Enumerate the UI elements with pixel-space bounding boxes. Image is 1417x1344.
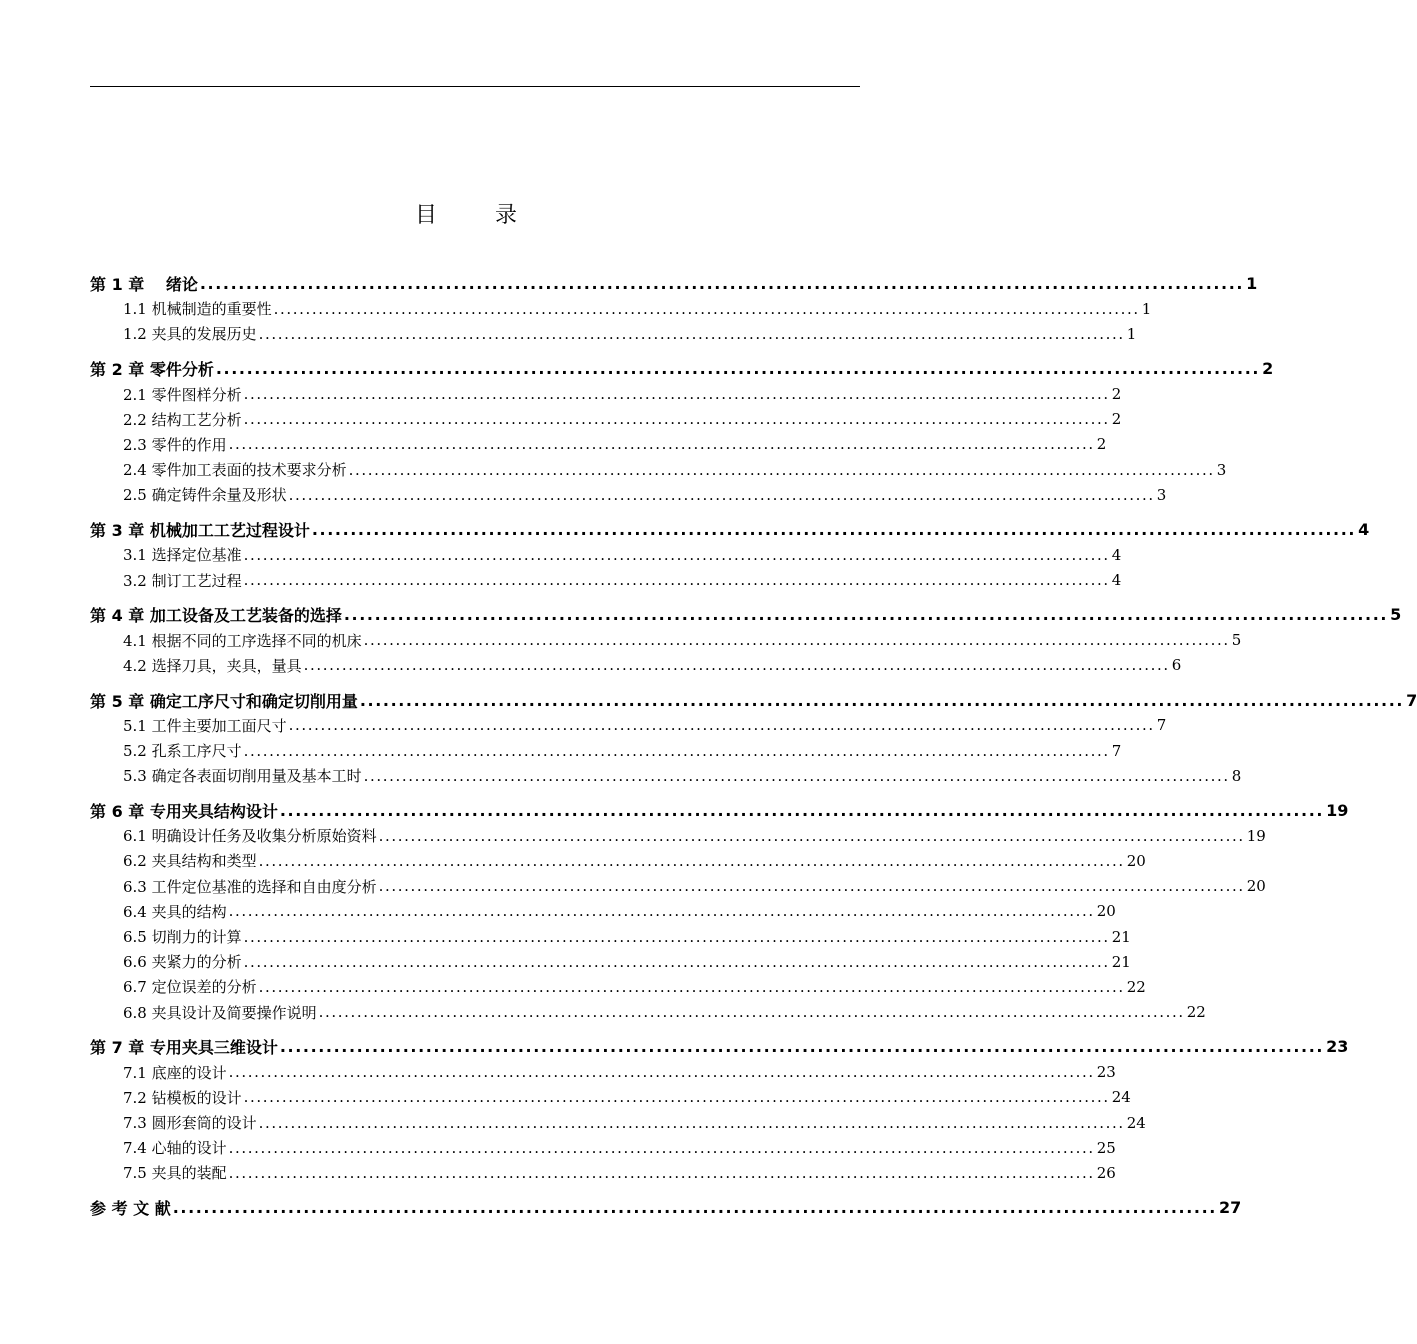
dot-leader: ........................................................................................................................................ (243, 410, 1110, 429)
dot-leader: ........................................................................................................................................ (243, 571, 1110, 590)
chapter-label: 第 1 章 绪论 (90, 275, 198, 295)
section-label: 2.3 零件的作用 (123, 435, 227, 454)
page-number: 21 (1111, 952, 1131, 971)
toc-section-2-4[interactable] (90, 457, 1227, 482)
page-number: 7 (1111, 741, 1122, 760)
toc-chapter-1[interactable] (90, 271, 1258, 296)
dot-leader: ........................................................................................................................................ (243, 545, 1110, 564)
dot-leader: ........................................................................................................................................ (303, 656, 1170, 675)
page-title: 目 录 (414, 203, 535, 228)
page-number: 3 (1156, 485, 1167, 504)
dot-leader: ........................................................................................................................................ (228, 1063, 1095, 1082)
dot-leader: ........................................................................................................................................ (363, 631, 1230, 650)
toc-section-7-2[interactable] (90, 1085, 1131, 1110)
dot-leader: ........................................................................................................................................ (359, 690, 1405, 710)
dot-leader: ........................................................................................................................................ (258, 977, 1125, 996)
page-number: 3 (1216, 460, 1227, 479)
toc-section-2-2[interactable] (90, 407, 1122, 432)
section-label: 6.5 切削力的计算 (123, 928, 242, 947)
page-number: 4 (1111, 545, 1122, 564)
toc-chapter-2[interactable] (90, 356, 1274, 381)
page-number: 24 (1126, 1113, 1146, 1132)
page-number: 26 (1096, 1163, 1116, 1182)
section-label: 7.3 圆形套筒的设计 (123, 1114, 257, 1133)
section-label: 2.4 零件加工表面的技术要求分析 (123, 461, 347, 480)
page-number: 24 (1111, 1088, 1131, 1107)
toc-section-6-2[interactable] (90, 848, 1146, 873)
dot-leader: ........................................................................................................................................ (228, 435, 1095, 454)
toc-section-4-1[interactable] (90, 628, 1242, 653)
chapter-label: 第 4 章 加工设备及工艺装备的选择 (90, 606, 342, 626)
page-number: 1 (1126, 324, 1137, 343)
dot-leader: ........................................................................................................................................ (363, 766, 1230, 785)
dot-leader: ........................................................................................................................................ (243, 1088, 1110, 1107)
toc-section-5-1[interactable] (90, 713, 1167, 738)
page-number: 8 (1231, 766, 1242, 785)
section-label: 2.5 确定铸件余量及形状 (123, 486, 287, 505)
section-label: 6.3 工件定位基准的选择和自由度分析 (123, 877, 377, 896)
section-label: 6.6 夹紧力的分析 (123, 953, 242, 972)
section-label: 7.1 底座的设计 (123, 1063, 227, 1082)
dot-leader: ........................................................................................................................................ (228, 1138, 1095, 1157)
toc-chapter-3[interactable] (90, 517, 1370, 542)
section-label: 5.2 孔系工序尺寸 (123, 742, 242, 761)
section-label: 6.4 夹具的结构 (123, 902, 227, 921)
dot-leader: ........................................................................................................................................ (378, 877, 1245, 896)
toc-section-3-2[interactable] (90, 567, 1122, 592)
toc-references[interactable] (90, 1195, 1242, 1220)
page-number: 4 (1111, 571, 1122, 590)
page-number: 1 (1141, 299, 1152, 318)
page-number: 4 (1358, 520, 1370, 540)
toc-section-3-1[interactable] (90, 542, 1122, 567)
page-number: 27 (1218, 1198, 1242, 1218)
section-label: 3.1 选择定位基准 (123, 546, 242, 565)
dot-leader: ........................................................................................................................................ (279, 801, 1325, 821)
dot-leader: ........................................................................................................................................ (258, 324, 1125, 343)
toc-chapter-6[interactable] (90, 798, 1349, 823)
dot-leader: ........................................................................................................................................ (243, 927, 1110, 946)
toc-chapter-5[interactable] (90, 688, 1417, 713)
dot-leader: ........................................................................................................................................ (258, 1113, 1125, 1132)
header-rule (90, 86, 860, 87)
toc-section-6-1[interactable] (90, 823, 1266, 848)
toc-section-5-3[interactable] (90, 763, 1242, 788)
page-number: 20 (1096, 902, 1116, 921)
section-label: 7.2 钻模板的设计 (123, 1088, 242, 1107)
toc-section-7-4[interactable] (90, 1135, 1116, 1160)
table-of-contents (90, 271, 1417, 1220)
toc-section-2-3[interactable] (90, 432, 1107, 457)
dot-leader: ........................................................................................................................................ (199, 274, 1245, 294)
page-number: 1 (1246, 274, 1258, 294)
toc-section-6-8[interactable] (90, 1000, 1206, 1025)
dot-leader: ........................................................................................................................................ (343, 605, 1389, 625)
toc-section-1-1[interactable] (90, 296, 1152, 321)
chapter-label: 第 2 章 零件分析 (90, 360, 214, 380)
toc-chapter-7[interactable] (90, 1034, 1349, 1059)
dot-leader: ........................................................................................................................................ (348, 460, 1215, 479)
section-label: 6.2 夹具结构和类型 (123, 852, 257, 871)
dot-leader: ........................................................................................................................................ (279, 1037, 1325, 1057)
section-label: 5.3 确定各表面切削用量及基本工时 (123, 767, 362, 786)
chapter-label: 第 3 章 机械加工工艺过程设计 (90, 521, 310, 541)
section-label: 2.2 结构工艺分析 (123, 410, 242, 429)
page-number: 22 (1186, 1003, 1206, 1022)
page-number: 22 (1126, 977, 1146, 996)
page-number: 25 (1096, 1138, 1116, 1157)
page-number: 7 (1406, 690, 1417, 710)
page-number: 2 (1111, 385, 1122, 404)
section-label: 4.1 根据不同的工序选择不同的机床 (123, 631, 362, 650)
toc-section-4-2[interactable] (90, 653, 1182, 678)
chapter-label: 参 考 文 献 (90, 1199, 171, 1219)
section-label: 6.8 夹具设计及简要操作说明 (123, 1003, 317, 1022)
section-label: 3.2 制订工艺过程 (123, 571, 242, 590)
page-number: 21 (1111, 927, 1131, 946)
toc-section-5-2[interactable] (90, 738, 1122, 763)
section-label: 4.2 选择刀具，夹具，量具 (123, 656, 302, 675)
dot-leader: ........................................................................................................................................ (243, 741, 1110, 760)
dot-leader: ........................................................................................................................................ (288, 716, 1155, 735)
page-number: 6 (1171, 656, 1182, 675)
dot-leader: ........................................................................................................................................ (243, 385, 1110, 404)
section-label: 6.7 定位误差的分析 (123, 978, 257, 997)
toc-section-6-6[interactable] (90, 949, 1131, 974)
page-number: 7 (1156, 716, 1167, 735)
chapter-label: 第 6 章 专用夹具结构设计 (90, 802, 278, 822)
page-number: 20 (1126, 851, 1146, 870)
page-number: 19 (1246, 826, 1266, 845)
toc-section-6-7[interactable] (90, 974, 1146, 999)
chapter-label: 第 5 章 确定工序尺寸和确定切削用量 (90, 691, 358, 711)
dot-leader: ........................................................................................................................................ (318, 1003, 1185, 1022)
page-number: 2 (1262, 359, 1274, 379)
dot-leader: ........................................................................................................................................ (378, 826, 1245, 845)
section-label: 7.4 心轴的设计 (123, 1139, 227, 1158)
toc-section-1-2[interactable] (90, 321, 1137, 346)
page-number: 23 (1326, 1037, 1349, 1057)
section-label: 1.1 机械制造的重要性 (123, 300, 272, 319)
dot-leader: ........................................................................................................................................ (228, 1163, 1095, 1182)
section-label: 6.1 明确设计任务及收集分析原始资料 (123, 827, 377, 846)
dot-leader: ........................................................................................................................................ (228, 902, 1095, 921)
section-label: 2.1 零件图样分析 (123, 385, 242, 404)
toc-section-6-5[interactable] (90, 924, 1131, 949)
page-number: 2 (1111, 410, 1122, 429)
toc-section-6-4[interactable] (90, 899, 1116, 924)
page-number: 23 (1096, 1063, 1116, 1082)
section-label: 7.5 夹具的装配 (123, 1164, 227, 1183)
dot-leader: ........................................................................................................................................ (288, 485, 1155, 504)
toc-section-2-1[interactable] (90, 381, 1122, 406)
page-number: 20 (1246, 877, 1266, 896)
dot-leader: ........................................................................................................................................ (258, 851, 1125, 870)
toc-section-2-5[interactable] (90, 482, 1167, 507)
toc-section-7-1[interactable] (90, 1060, 1116, 1085)
toc-section-6-3[interactable] (90, 874, 1266, 899)
dot-leader: ........................................................................................................................................ (172, 1198, 1217, 1218)
chapter-label: 第 7 章 专用夹具三维设计 (90, 1038, 278, 1058)
dot-leader: ........................................................................................................................................ (215, 359, 1261, 379)
toc-section-7-3[interactable] (90, 1110, 1146, 1135)
toc-section-7-5[interactable] (90, 1160, 1116, 1185)
dot-leader: ........................................................................................................................................ (243, 952, 1110, 971)
section-label: 5.1 工件主要加工面尺寸 (123, 716, 287, 735)
section-label: 1.2 夹具的发展历史 (123, 325, 257, 344)
toc-chapter-4[interactable] (90, 602, 1402, 627)
dot-leader: ........................................................................................................................................ (311, 520, 1357, 540)
page-number: 2 (1096, 435, 1107, 454)
dot-leader: ........................................................................................................................................ (273, 299, 1140, 318)
page-number: 19 (1326, 801, 1349, 821)
page-number: 5 (1231, 631, 1242, 650)
page-number: 5 (1390, 605, 1402, 625)
